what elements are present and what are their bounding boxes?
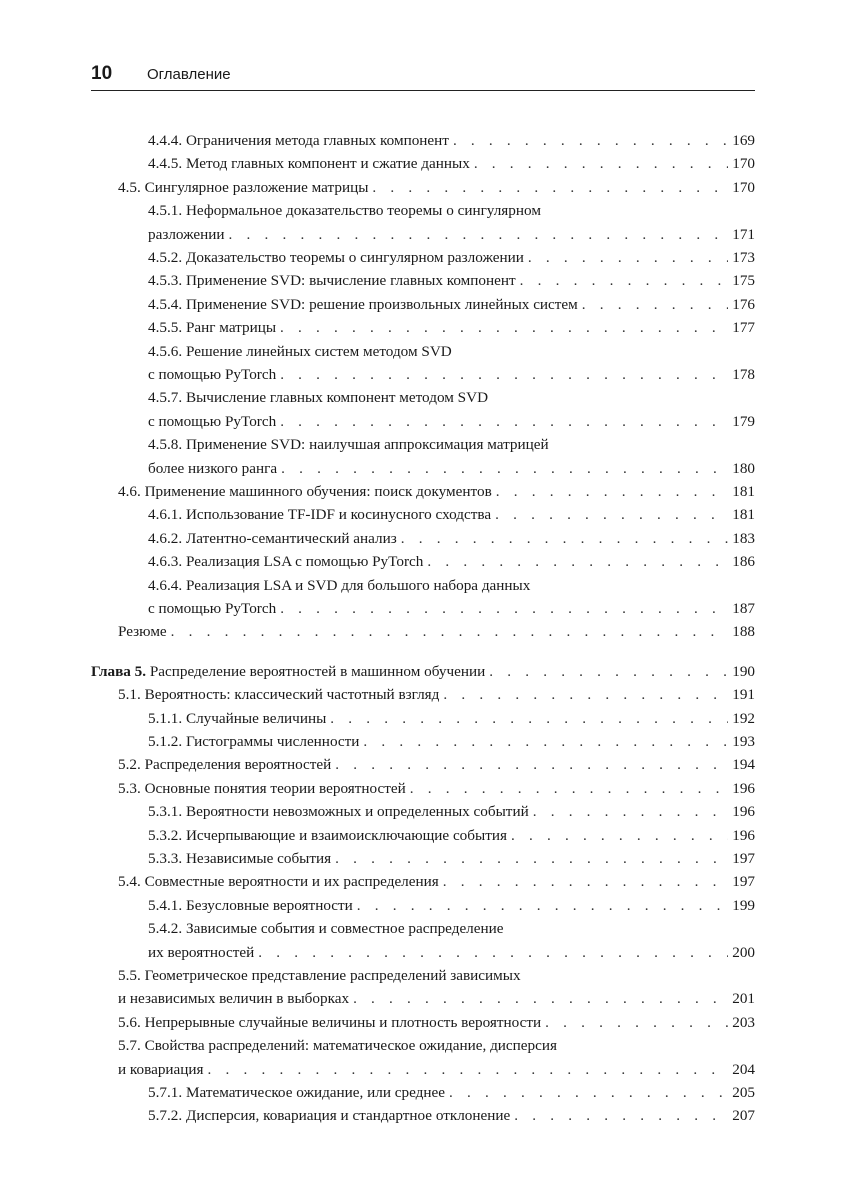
dot-leader [171, 621, 729, 643]
dot-leader [533, 801, 729, 823]
toc-entry-title: и независимых величин в выборках [118, 990, 350, 1008]
toc-page-number: 203 [732, 1013, 755, 1031]
toc-entry [118, 481, 755, 504]
toc-page-number: 177 [732, 319, 755, 337]
toc-entry [148, 1082, 755, 1105]
toc-entry [148, 153, 755, 176]
toc-entry-title: разложении [148, 225, 225, 243]
toc-entry [148, 434, 755, 481]
dot-leader [511, 825, 728, 847]
toc-page-number: 187 [732, 599, 755, 617]
toc-entry [148, 918, 755, 965]
toc-entry [148, 341, 755, 388]
dot-leader [582, 294, 728, 316]
toc-page-number: 207 [732, 1107, 755, 1125]
toc-entry-title: с помощью PyTorch [148, 412, 277, 430]
toc-page-number: 205 [732, 1084, 755, 1101]
toc-entry [148, 387, 755, 434]
toc-entry [148, 294, 755, 317]
dot-leader [335, 754, 728, 776]
toc-page-number: 192 [732, 709, 755, 727]
toc-entry [148, 528, 755, 551]
dot-leader [427, 551, 728, 573]
toc-entry-title: 4.5.7. Вычисление главных компонент методом SVD [148, 389, 489, 407]
toc-page-number: 179 [732, 412, 755, 430]
toc-page-number: 197 [732, 850, 755, 867]
toc-entry-title: 4.5.4. Применение SVD: решение произвольных линейных систем [148, 295, 578, 313]
toc-page-number: 199 [732, 896, 755, 914]
dot-leader [280, 364, 728, 386]
toc-entry [118, 684, 755, 707]
toc-entry [118, 754, 755, 777]
dot-leader [449, 1082, 728, 1104]
toc-entry-title: 4.5. Сингулярное разложение матрицы [118, 178, 369, 196]
running-title: Оглавление [147, 66, 231, 83]
toc-entry-title: 5.3.3. Независимые события [148, 850, 332, 867]
toc-page-number: 196 [732, 803, 755, 821]
toc-entry-title: 4.6.3. Реализация LSA с помощью PyTorch [148, 553, 424, 571]
toc-page-number: 201 [732, 990, 755, 1008]
toc-entry [118, 778, 755, 801]
toc-entry-title: 5.1.2. Гистограммы численности [148, 733, 360, 750]
toc-entry-title: 5.4.2. Зависимые события и совместное распределение [148, 920, 504, 938]
dot-leader [496, 481, 728, 503]
toc-page-number: 186 [732, 553, 755, 571]
dot-leader [514, 1105, 728, 1127]
toc-entry [91, 661, 755, 684]
toc-entry-title: 5.1. Вероятность: классический частотный взгляд [118, 686, 440, 704]
toc-entry-title: 5.4.1. Безусловные вероятности [148, 896, 353, 914]
toc-entry [118, 871, 755, 894]
toc-page-number: 170 [732, 178, 755, 196]
dot-leader [280, 317, 728, 339]
toc-entry [148, 825, 755, 848]
dot-leader [401, 528, 728, 550]
toc-page-number: 194 [732, 756, 755, 774]
toc-entry-title: с помощью PyTorch [148, 365, 277, 383]
toc-entry-title: 4.5.6. Решение линейных систем методом SVD [148, 342, 452, 360]
toc-page-number: 196 [732, 779, 755, 797]
toc-entry [148, 895, 755, 918]
chapter-title: Распределение вероятностей в машинном обучении [149, 662, 486, 680]
toc-entry [148, 848, 755, 871]
dot-leader [258, 942, 728, 964]
dot-leader [363, 731, 728, 753]
toc-page-number: 175 [732, 272, 755, 290]
toc-entry-title: 5.7.1. Математическое ожидание, или среднее [148, 1084, 445, 1101]
toc-entry-title: 4.4.5. Метод главных компонент и сжатие данных [148, 155, 470, 173]
toc-page-number: 191 [732, 686, 755, 704]
toc-entry-title: 5.4. Совместные вероятности и их распределения [118, 873, 439, 891]
toc-entry [148, 247, 755, 270]
toc-entry-title: 4.6.2. Латентно-семантический анализ [148, 529, 397, 547]
toc-entry-title: 4.4.4. Ограничения метода главных компонент [148, 132, 449, 149]
toc-entry [118, 177, 755, 200]
toc-entry-title: 4.5.8. Применение SVD: наилучшая аппроксимация матрицей [148, 436, 549, 454]
toc-entry-title: более низкого ранга [148, 459, 278, 477]
dot-leader [495, 504, 728, 526]
toc-page-number: 178 [732, 365, 755, 383]
toc-page-number: 190 [732, 662, 755, 680]
toc-page-number: 196 [732, 826, 755, 844]
dot-leader [443, 684, 728, 706]
toc-entry-title: 4.6.4. Реализация LSA и SVD для большого набора данных [148, 576, 531, 594]
toc-entry [148, 708, 755, 731]
page-number: 10 [91, 63, 113, 84]
toc-entry-title [91, 661, 485, 683]
toc-page-number: 181 [732, 506, 755, 524]
toc-entry [118, 1012, 755, 1035]
toc-entry-title: 4.5.5. Ранг матрицы [148, 319, 277, 337]
toc-page-number: 204 [732, 1060, 755, 1078]
toc-entry-title: 4.5.2. Доказательство теоремы о сингулярном разложении [148, 249, 524, 266]
toc-entry-title: 5.7. Свойства распределений: математическое ожидание, дисперсия [118, 1037, 557, 1055]
toc-page-number: 170 [732, 155, 755, 173]
dot-leader [281, 458, 728, 480]
toc-entry [148, 551, 755, 574]
toc-page-number: 180 [732, 459, 755, 477]
toc-entry-title: 4.6.1. Использование TF-IDF и косинусного сходства [148, 506, 492, 524]
dot-leader [410, 778, 728, 800]
toc-entry [148, 575, 755, 622]
toc-entry [148, 731, 755, 754]
dot-leader [443, 871, 728, 893]
chapter-label: Глава 5. [91, 662, 147, 680]
toc-entry-title: и ковариация [118, 1060, 204, 1078]
toc-page-number: 181 [732, 483, 755, 500]
toc-entry [118, 621, 755, 644]
toc-page-number: 171 [732, 225, 755, 243]
dot-leader [229, 224, 729, 246]
toc-entry [148, 504, 755, 527]
dot-leader [474, 153, 728, 175]
toc-entry-title: 5.6. Непрерывные случайные величины и плотность вероятности [118, 1013, 542, 1031]
toc-page-number: 173 [732, 249, 755, 266]
toc-entry-title: их вероятностей [148, 943, 255, 961]
toc-entry-title: 4.5.3. Применение SVD: вычисление главных компонент [148, 272, 516, 290]
toc-entry [148, 801, 755, 824]
dot-leader [208, 1059, 729, 1081]
dot-leader [520, 270, 729, 292]
dot-leader [280, 411, 728, 433]
toc-entry [148, 130, 755, 153]
toc-entry-title: 5.2. Распределения вероятностей [118, 756, 332, 774]
toc-entry [148, 270, 755, 293]
toc-entry-title: 5.5. Геометрическое представление распределений зависимых [118, 967, 521, 984]
toc-entry [148, 1105, 755, 1128]
dot-leader [357, 895, 728, 917]
toc-entry [148, 200, 755, 247]
dot-leader [372, 177, 728, 199]
toc-entry-title: 5.3.1. Вероятности невозможных и определенных событий [148, 803, 529, 821]
toc-page-number: 176 [732, 295, 755, 313]
dot-leader [545, 1012, 728, 1034]
toc-entry [118, 1035, 755, 1082]
dot-leader [280, 598, 728, 620]
toc-entry-title: 5.7.2. Дисперсия, ковариация и стандартное отклонение [148, 1107, 511, 1125]
toc-entry-title: 4.6. Применение машинного обучения: поиск документов [118, 483, 492, 500]
dot-leader [330, 708, 728, 730]
toc-page-number: 193 [732, 733, 755, 750]
toc-page-number: 169 [732, 132, 755, 149]
toc-page-number: 200 [732, 943, 755, 961]
dot-leader [335, 848, 728, 870]
toc-entry [118, 965, 755, 1012]
toc-entry-title: Резюме [118, 623, 167, 641]
toc-entry-title: с помощью PyTorch [148, 599, 277, 617]
toc-entry-title: 5.3. Основные понятия теории вероятностей [118, 779, 406, 797]
toc-entry [148, 317, 755, 340]
toc-page-number: 188 [732, 623, 755, 641]
toc-page-number: 197 [732, 873, 755, 891]
toc-page-number: 183 [732, 529, 755, 547]
toc-entry-title: 5.1.1. Случайные величины [148, 709, 327, 727]
dot-leader [453, 130, 728, 152]
toc-entry-title: 5.3.2. Исчерпывающие и взаимоисключающие события [148, 826, 507, 844]
dot-leader [528, 247, 728, 269]
dot-leader [353, 988, 728, 1010]
dot-leader [489, 661, 728, 683]
toc-entry-title: 4.5.1. Неформальное доказательство теоремы о сингулярном [148, 202, 541, 220]
